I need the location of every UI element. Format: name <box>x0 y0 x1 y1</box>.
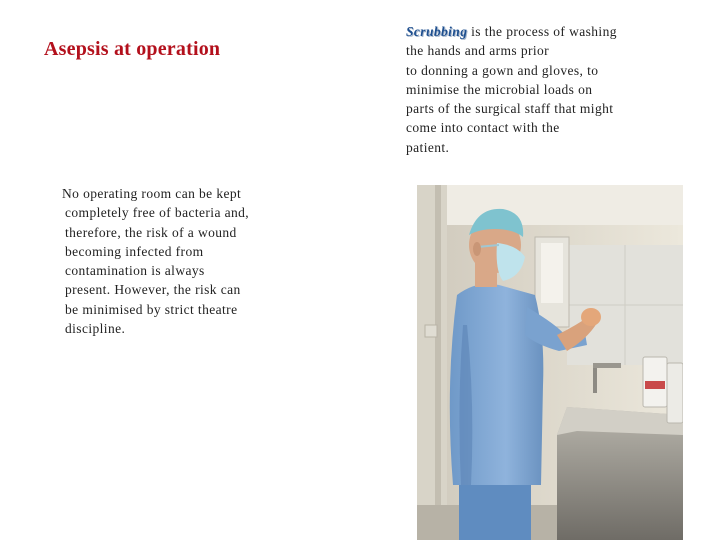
right-paragraph-line: to donning a gown and gloves, to <box>406 62 599 78</box>
right-paragraph-first-line <box>406 22 706 41</box>
left-paragraph-line: No operating room can be kept <box>62 186 242 201</box>
right-paragraph-first-line-text: is the process of washing <box>467 24 617 39</box>
left-paragraph <box>62 184 280 338</box>
left-paragraph-line: completely free of bacteria and, <box>65 205 250 221</box>
left-paragraph-line: becoming infected from <box>65 243 204 259</box>
right-paragraph-line: come into contact with the <box>406 120 560 136</box>
left-paragraph-line: therefore, the risk of a wound <box>65 224 237 240</box>
left-paragraph-line: be minimised by strict theatre <box>65 301 238 317</box>
left-paragraph-line: discipline. <box>65 321 126 337</box>
right-paragraph-line: the hands and arms prior <box>406 43 550 59</box>
left-paragraph-line: contamination is always <box>65 263 205 279</box>
right-paragraph <box>406 22 706 157</box>
scrubbing-keyword: Scrubbing <box>406 24 468 39</box>
slide-title: Asepsis at operation <box>44 38 221 60</box>
right-paragraph-line: parts of the surgical staff that might <box>406 101 614 117</box>
right-paragraph-line: minimise the microbial loads on <box>406 81 593 97</box>
left-paragraph-line: present. However, the risk can <box>65 282 241 298</box>
surgeon-scrubbing-photo <box>417 185 683 540</box>
right-paragraph-line: patient. <box>406 139 450 155</box>
